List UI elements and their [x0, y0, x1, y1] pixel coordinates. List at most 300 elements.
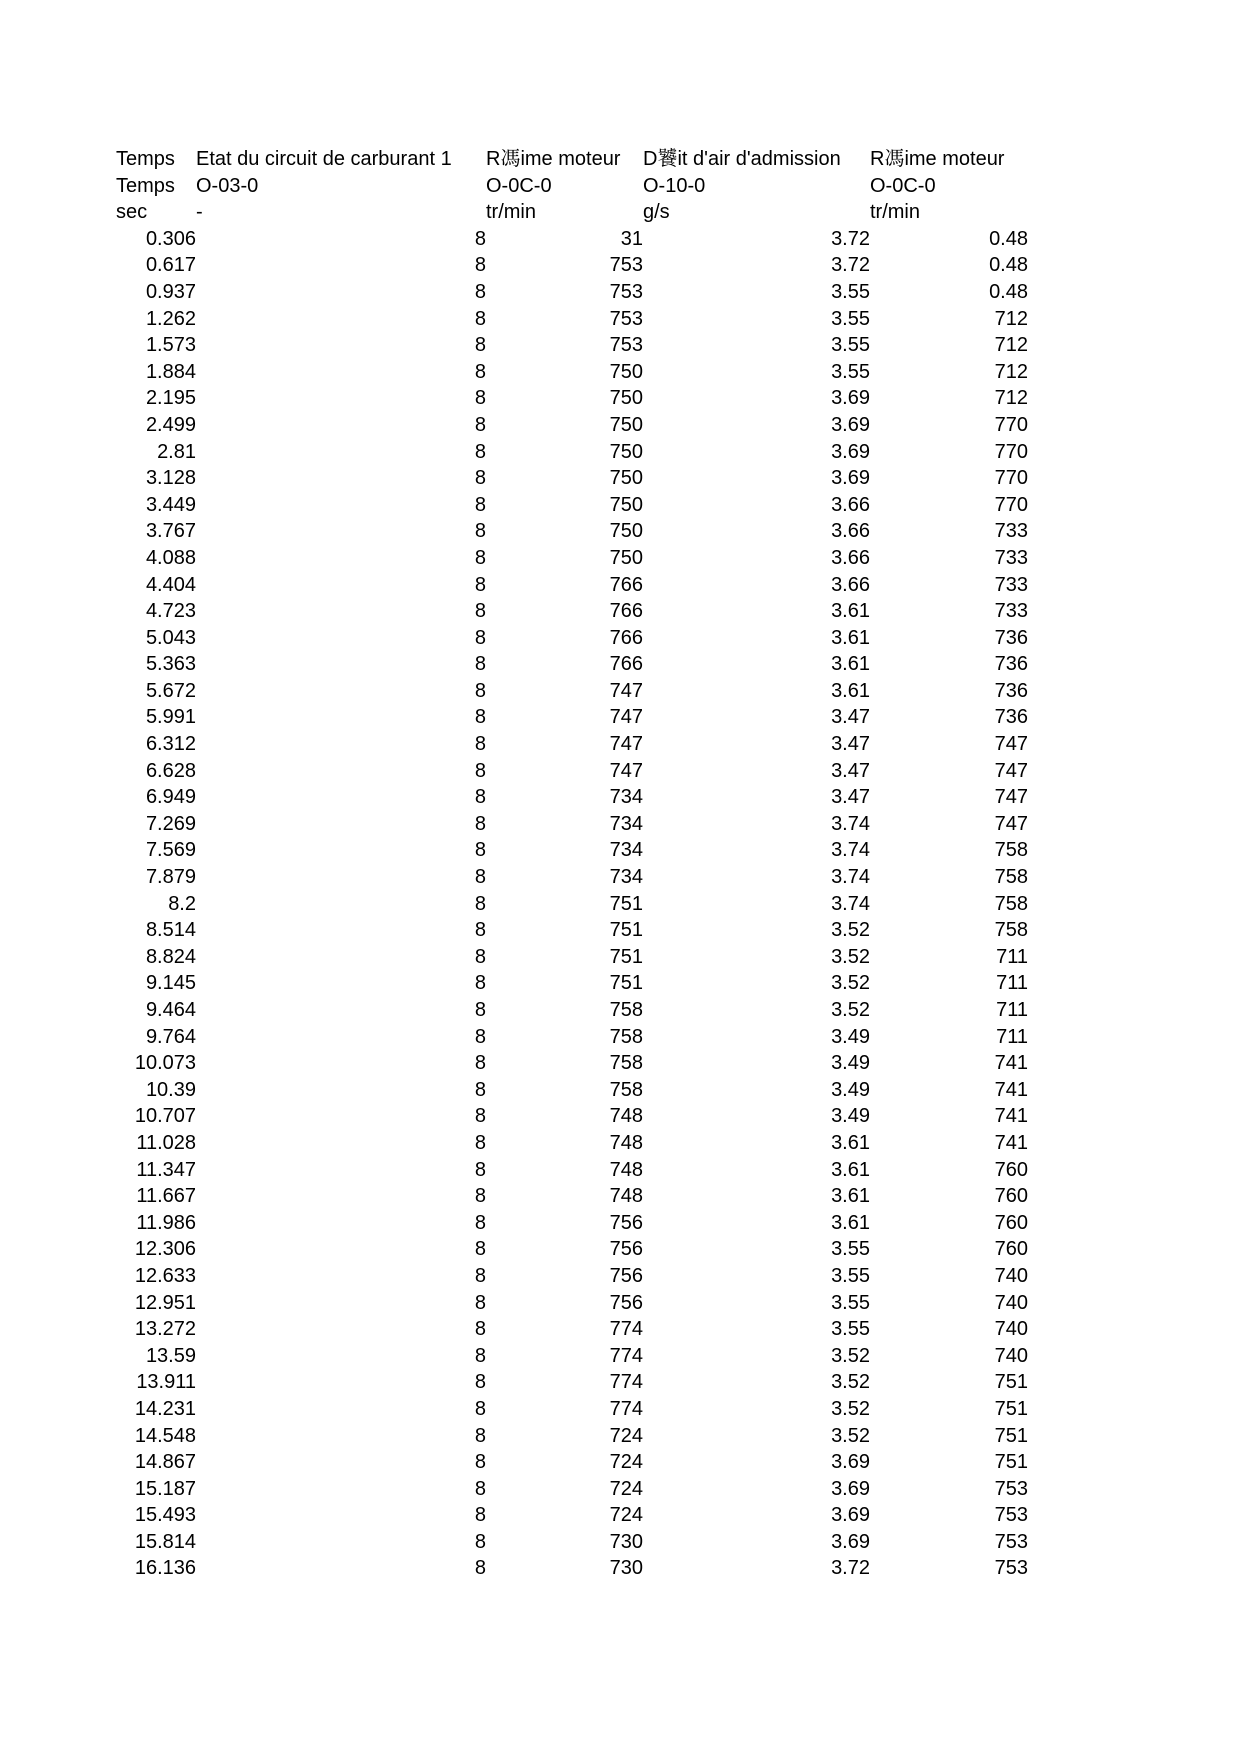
- table-cell: 758: [609, 1025, 643, 1048]
- table-row: [116, 252, 1028, 279]
- table-cell: 8: [474, 413, 486, 436]
- table-row: [116, 758, 1028, 785]
- table-cell: 7.569: [145, 839, 196, 862]
- table-cell: 3.66: [831, 493, 870, 516]
- table-cell: 711: [996, 972, 1028, 995]
- table-cell: 8: [474, 679, 486, 702]
- table-cell: 770: [994, 467, 1028, 490]
- table-cell: 753: [994, 1504, 1028, 1527]
- table-row: [116, 1502, 1028, 1529]
- table-cell: 711: [996, 999, 1028, 1021]
- table-cell: 3.52: [831, 1344, 870, 1367]
- table-cell: 750: [609, 520, 643, 543]
- table-cell: 8.514: [145, 919, 196, 942]
- table-cell: 12.951: [134, 1291, 196, 1314]
- header-cell: g/s: [643, 201, 670, 224]
- table-cell: 751: [994, 1397, 1028, 1420]
- table-cell: 8: [474, 945, 486, 968]
- table-cell: 8: [474, 227, 486, 250]
- table-row: [116, 1369, 1028, 1396]
- table-cell: 0.48: [989, 227, 1028, 250]
- table-row: [116, 439, 1028, 466]
- table-row: [116, 1343, 1028, 1370]
- table-cell: 766: [609, 626, 643, 649]
- table-row: [116, 306, 1028, 333]
- table-cell: 751: [994, 1451, 1028, 1474]
- table-cell: 3.61: [831, 1211, 870, 1234]
- table-cell: 2.81: [157, 440, 196, 463]
- table-cell: 758: [994, 892, 1028, 915]
- table-row: [116, 1423, 1028, 1450]
- table-cell: 3.49: [831, 1078, 870, 1101]
- table-cell: 747: [994, 786, 1028, 809]
- table-cell: 3.55: [831, 280, 870, 303]
- table-cell: 756: [609, 1211, 643, 1234]
- table-cell: 8: [474, 573, 486, 596]
- table-cell: 8: [474, 1451, 486, 1474]
- table-cell: 8: [474, 1131, 486, 1154]
- table-row: [116, 465, 1028, 492]
- table-cell: 3.72: [831, 1557, 870, 1580]
- table-cell: 8: [474, 467, 486, 490]
- header-row-units: [116, 199, 1028, 226]
- table-cell: 748: [609, 1158, 643, 1181]
- table-cell: 724: [609, 1504, 643, 1527]
- table-cell: 8: [474, 1025, 486, 1048]
- table-cell: 760: [994, 1158, 1028, 1181]
- table-cell: 756: [609, 1291, 643, 1314]
- table-cell: 736: [994, 653, 1028, 676]
- table-cell: 3.69: [831, 467, 870, 490]
- table-cell: 31: [620, 227, 643, 250]
- table-cell: 3.69: [831, 387, 870, 410]
- table-cell: 770: [994, 440, 1028, 463]
- table-cell: 8: [474, 733, 486, 756]
- table-cell: 8: [474, 360, 486, 383]
- table-cell: 8: [474, 972, 486, 995]
- table-cell: 734: [609, 786, 643, 809]
- table-cell: 766: [609, 653, 643, 676]
- header-cell: tr/min: [870, 201, 920, 224]
- table-cell: 758: [609, 1078, 643, 1101]
- table-cell: 1.262: [145, 307, 196, 330]
- header-cell: O-03-0: [196, 174, 259, 197]
- table-cell: 3.49: [831, 1052, 870, 1075]
- table-cell: 11.667: [136, 1185, 196, 1208]
- table-cell: 3.61: [831, 653, 870, 676]
- table-cell: 8: [474, 1158, 486, 1181]
- table-row: [116, 1396, 1028, 1423]
- table-cell: 747: [994, 733, 1028, 756]
- table-cell: 8: [474, 307, 486, 330]
- table-cell: 760: [994, 1185, 1028, 1208]
- table-cell: 8: [474, 759, 486, 782]
- table-row: [116, 678, 1028, 705]
- table-cell: 3.767: [145, 520, 196, 543]
- table-cell: 748: [609, 1131, 643, 1154]
- table-cell: 774: [609, 1397, 643, 1420]
- table-cell: 748: [609, 1185, 643, 1208]
- table-row: [116, 1183, 1028, 1210]
- table-cell: 753: [609, 254, 643, 277]
- table-cell: 730: [609, 1557, 643, 1580]
- table-cell: 3.74: [831, 866, 870, 889]
- table-cell: 8: [474, 1397, 486, 1420]
- table-cell: 756: [609, 1264, 643, 1287]
- table-cell: 3.69: [831, 1477, 870, 1500]
- table-cell: 734: [609, 839, 643, 862]
- table-row: [116, 332, 1028, 359]
- table-cell: 10.707: [134, 1105, 196, 1128]
- table-cell: 8: [474, 919, 486, 942]
- table-cell: 3.72: [831, 254, 870, 277]
- table-cell: 747: [994, 812, 1028, 835]
- table-cell: 8: [474, 334, 486, 357]
- table-cell: 758: [994, 866, 1028, 889]
- table-cell: 12.306: [134, 1238, 196, 1261]
- table-cell: 3.55: [831, 307, 870, 330]
- table-cell: 747: [994, 759, 1028, 782]
- table-cell: 724: [609, 1424, 643, 1447]
- table-cell: 3.66: [831, 546, 870, 569]
- table-cell: 3.55: [831, 1291, 870, 1314]
- table-cell: 8: [474, 440, 486, 463]
- table-cell: 766: [609, 600, 643, 623]
- table-cell: 747: [609, 679, 643, 702]
- table-cell: 8: [474, 892, 486, 915]
- table-cell: 3.69: [831, 413, 870, 436]
- table-cell: 8: [474, 1424, 486, 1447]
- table-cell: 3.61: [831, 1158, 870, 1181]
- table-cell: 8: [474, 1530, 486, 1553]
- header-cell: O-10-0: [643, 174, 706, 197]
- table-cell: 734: [609, 866, 643, 889]
- header-cell: R馮ime moteur: [870, 148, 1005, 170]
- table-cell: 11.347: [136, 1158, 196, 1181]
- table-cell: 766: [609, 573, 643, 596]
- table-cell: 5.363: [145, 653, 196, 676]
- table-cell: 6.628: [145, 759, 196, 782]
- table-cell: 14.548: [134, 1424, 196, 1447]
- table-cell: 751: [609, 919, 643, 942]
- table-row: [116, 226, 1028, 253]
- table-cell: 4.088: [145, 546, 196, 569]
- table-cell: 8.2: [168, 892, 196, 915]
- table-cell: 5.043: [145, 626, 196, 649]
- table-cell: 3.69: [831, 1504, 870, 1527]
- header-row-codes: [116, 173, 1028, 200]
- table-row: [116, 864, 1028, 891]
- table-cell: 753: [994, 1477, 1028, 1500]
- header-row-titles: [116, 146, 1028, 173]
- table-cell: 774: [609, 1344, 643, 1367]
- table-row: [116, 704, 1028, 731]
- table-cell: 8: [474, 1078, 486, 1101]
- table-cell: 750: [609, 546, 643, 569]
- table-cell: 8: [474, 1211, 486, 1234]
- table-cell: 8: [474, 653, 486, 676]
- table-cell: 3.55: [831, 1318, 870, 1341]
- table-cell: 3.128: [145, 467, 196, 490]
- table-cell: 740: [994, 1344, 1028, 1367]
- table-cell: 1.884: [145, 360, 196, 383]
- table-cell: 8: [474, 999, 486, 1021]
- table-cell: 9.764: [145, 1025, 196, 1048]
- table-cell: 751: [609, 972, 643, 995]
- table-cell: 3.52: [831, 999, 870, 1021]
- table-row: [116, 492, 1028, 519]
- header-cell: D饕it d'air d'admission: [643, 148, 841, 170]
- table-cell: 0.937: [145, 280, 196, 303]
- table-header: [116, 146, 1028, 226]
- table-cell: 8: [474, 1344, 486, 1367]
- data-sheet: [116, 146, 1028, 1582]
- table-row: [116, 1050, 1028, 1077]
- table-cell: 8: [474, 520, 486, 543]
- table-cell: 3.69: [831, 1530, 870, 1553]
- header-cell: Etat du circuit de carburant 1: [196, 148, 452, 170]
- table-cell: 753: [609, 280, 643, 303]
- table-cell: 8: [474, 839, 486, 862]
- table-cell: 740: [994, 1318, 1028, 1341]
- table-cell: 13.59: [145, 1344, 196, 1367]
- table-row: [116, 837, 1028, 864]
- table-row: [116, 385, 1028, 412]
- table-cell: 770: [994, 413, 1028, 436]
- table-cell: 712: [994, 360, 1028, 383]
- table-cell: 10.073: [134, 1052, 196, 1075]
- table-cell: 751: [994, 1424, 1028, 1447]
- table-cell: 753: [994, 1530, 1028, 1553]
- table-cell: 11.028: [136, 1131, 196, 1154]
- table-cell: 3.55: [831, 334, 870, 357]
- table-cell: 3.74: [831, 839, 870, 862]
- table-body: [116, 226, 1028, 1582]
- table-row: [116, 1077, 1028, 1104]
- table-cell: 747: [609, 733, 643, 756]
- table-cell: 7.879: [145, 866, 196, 889]
- table-cell: 3.72: [831, 227, 870, 250]
- table-cell: 6.312: [145, 733, 196, 756]
- table-cell: 3.47: [831, 786, 870, 809]
- table-cell: 3.69: [831, 440, 870, 463]
- table-cell: 0.617: [145, 254, 196, 277]
- table-cell: 753: [994, 1557, 1028, 1580]
- table-row: [116, 518, 1028, 545]
- table-cell: 13.272: [134, 1318, 196, 1341]
- table-cell: 3.47: [831, 759, 870, 782]
- table-cell: 3.52: [831, 972, 870, 995]
- table-cell: 747: [609, 706, 643, 729]
- table-cell: 3.66: [831, 520, 870, 543]
- table-cell: 758: [994, 919, 1028, 942]
- table-cell: 15.814: [134, 1530, 196, 1553]
- table-cell: 741: [994, 1131, 1028, 1154]
- table-row: [116, 970, 1028, 997]
- table-cell: 3.52: [831, 919, 870, 942]
- table-cell: 750: [609, 413, 643, 436]
- table-row: [116, 1236, 1028, 1263]
- table-cell: 750: [609, 387, 643, 410]
- table-row: [116, 598, 1028, 625]
- table-cell: 748: [609, 1105, 643, 1128]
- table-cell: 8: [474, 1504, 486, 1527]
- table-cell: 3.55: [831, 360, 870, 383]
- table-row: [116, 545, 1028, 572]
- table-cell: 8: [474, 1318, 486, 1341]
- table-cell: 711: [996, 1025, 1028, 1048]
- table-cell: 724: [609, 1451, 643, 1474]
- table-row: [116, 811, 1028, 838]
- table-row: [116, 412, 1028, 439]
- table-row: [116, 1555, 1028, 1582]
- table-cell: 736: [994, 679, 1028, 702]
- table-cell: 8: [474, 1264, 486, 1287]
- table-cell: 15.187: [134, 1477, 196, 1500]
- data-table: [116, 146, 1028, 1582]
- table-cell: 751: [609, 945, 643, 968]
- table-cell: 753: [609, 307, 643, 330]
- table-cell: 3.449: [145, 493, 196, 516]
- table-cell: 741: [994, 1052, 1028, 1075]
- header-cell: Temps: [116, 148, 175, 170]
- table-cell: 16.136: [134, 1557, 196, 1580]
- table-cell: 712: [994, 334, 1028, 357]
- table-cell: 4.723: [145, 600, 196, 623]
- table-cell: 758: [994, 839, 1028, 862]
- table-row: [116, 944, 1028, 971]
- table-cell: 8: [474, 1052, 486, 1075]
- table-cell: 13.911: [136, 1371, 196, 1394]
- table-cell: 14.231: [134, 1397, 196, 1420]
- table-row: [116, 1210, 1028, 1237]
- table-cell: 750: [609, 467, 643, 490]
- table-cell: 12.633: [134, 1264, 196, 1287]
- table-cell: 14.867: [134, 1451, 196, 1474]
- table-cell: 11.986: [136, 1211, 196, 1234]
- table-cell: 8: [474, 626, 486, 649]
- table-row: [116, 997, 1028, 1024]
- table-cell: 734: [609, 812, 643, 835]
- table-cell: 8: [474, 1291, 486, 1314]
- table-cell: 2.499: [145, 413, 196, 436]
- table-cell: 741: [994, 1105, 1028, 1128]
- table-row: [116, 1130, 1028, 1157]
- table-cell: 3.61: [831, 626, 870, 649]
- table-cell: 5.672: [145, 679, 196, 702]
- table-cell: 8: [474, 1105, 486, 1128]
- table-cell: 3.61: [831, 600, 870, 623]
- table-cell: 750: [609, 440, 643, 463]
- table-row: [116, 651, 1028, 678]
- table-row: [116, 1290, 1028, 1317]
- table-cell: 3.47: [831, 706, 870, 729]
- table-cell: 3.74: [831, 892, 870, 915]
- table-cell: 758: [609, 1052, 643, 1075]
- table-cell: 774: [609, 1371, 643, 1394]
- table-cell: 0.48: [989, 280, 1028, 303]
- table-cell: 3.52: [831, 1397, 870, 1420]
- table-cell: 4.404: [145, 573, 196, 596]
- table-cell: 7.269: [145, 812, 196, 835]
- table-cell: 3.66: [831, 573, 870, 596]
- table-cell: 1.573: [145, 334, 196, 357]
- table-cell: 8: [474, 1557, 486, 1580]
- table-cell: 8: [474, 280, 486, 303]
- header-cell: tr/min: [486, 201, 536, 224]
- table-cell: 3.74: [831, 812, 870, 835]
- table-cell: 750: [609, 493, 643, 516]
- table-cell: 8: [474, 1371, 486, 1394]
- table-cell: 8: [474, 600, 486, 623]
- table-row: [116, 1449, 1028, 1476]
- table-cell: 3.49: [831, 1105, 870, 1128]
- table-cell: 8: [474, 1185, 486, 1208]
- table-row: [116, 1476, 1028, 1503]
- table-cell: 3.52: [831, 945, 870, 968]
- table-cell: 760: [994, 1211, 1028, 1234]
- table-cell: 740: [994, 1264, 1028, 1287]
- table-cell: 9.464: [145, 999, 196, 1021]
- table-cell: 8: [474, 1477, 486, 1500]
- table-cell: 756: [609, 1238, 643, 1261]
- table-cell: 8: [474, 812, 486, 835]
- table-cell: 758: [609, 999, 643, 1021]
- table-cell: 733: [994, 520, 1028, 543]
- table-cell: 3.52: [831, 1371, 870, 1394]
- table-row: [116, 1263, 1028, 1290]
- table-cell: 736: [994, 626, 1028, 649]
- table-cell: 753: [609, 334, 643, 357]
- table-cell: 8.824: [145, 945, 196, 968]
- table-cell: 3.61: [831, 1185, 870, 1208]
- table-cell: 733: [994, 546, 1028, 569]
- table-cell: 733: [994, 600, 1028, 623]
- table-cell: 751: [994, 1371, 1028, 1394]
- header-cell: O-0C-0: [486, 174, 552, 197]
- table-cell: 0.48: [989, 254, 1028, 277]
- table-cell: 711: [996, 945, 1028, 968]
- table-row: [116, 1103, 1028, 1130]
- table-cell: 712: [994, 307, 1028, 330]
- table-cell: 8: [474, 1238, 486, 1261]
- table-cell: 8: [474, 387, 486, 410]
- table-cell: 3.47: [831, 733, 870, 756]
- table-cell: 770: [994, 493, 1028, 516]
- table-cell: 3.69: [831, 1451, 870, 1474]
- table-cell: 747: [609, 759, 643, 782]
- table-cell: 741: [994, 1078, 1028, 1101]
- header-cell: sec: [116, 201, 148, 224]
- table-row: [116, 731, 1028, 758]
- table-cell: 712: [994, 387, 1028, 410]
- table-cell: 3.61: [831, 1131, 870, 1154]
- table-cell: 2.195: [145, 387, 196, 410]
- header-cell: O-0C-0: [870, 174, 936, 197]
- table-cell: 5.991: [145, 706, 196, 729]
- table-cell: 8: [474, 786, 486, 809]
- table-row: [116, 1024, 1028, 1051]
- table-cell: 15.493: [134, 1504, 196, 1527]
- table-cell: 6.949: [145, 786, 196, 809]
- table-cell: 8: [474, 866, 486, 889]
- header-cell: R馮ime moteur: [486, 148, 621, 170]
- table-cell: 736: [994, 706, 1028, 729]
- table-row: [116, 1529, 1028, 1556]
- table-cell: 8: [474, 493, 486, 516]
- table-row: [116, 625, 1028, 652]
- table-cell: 750: [609, 360, 643, 383]
